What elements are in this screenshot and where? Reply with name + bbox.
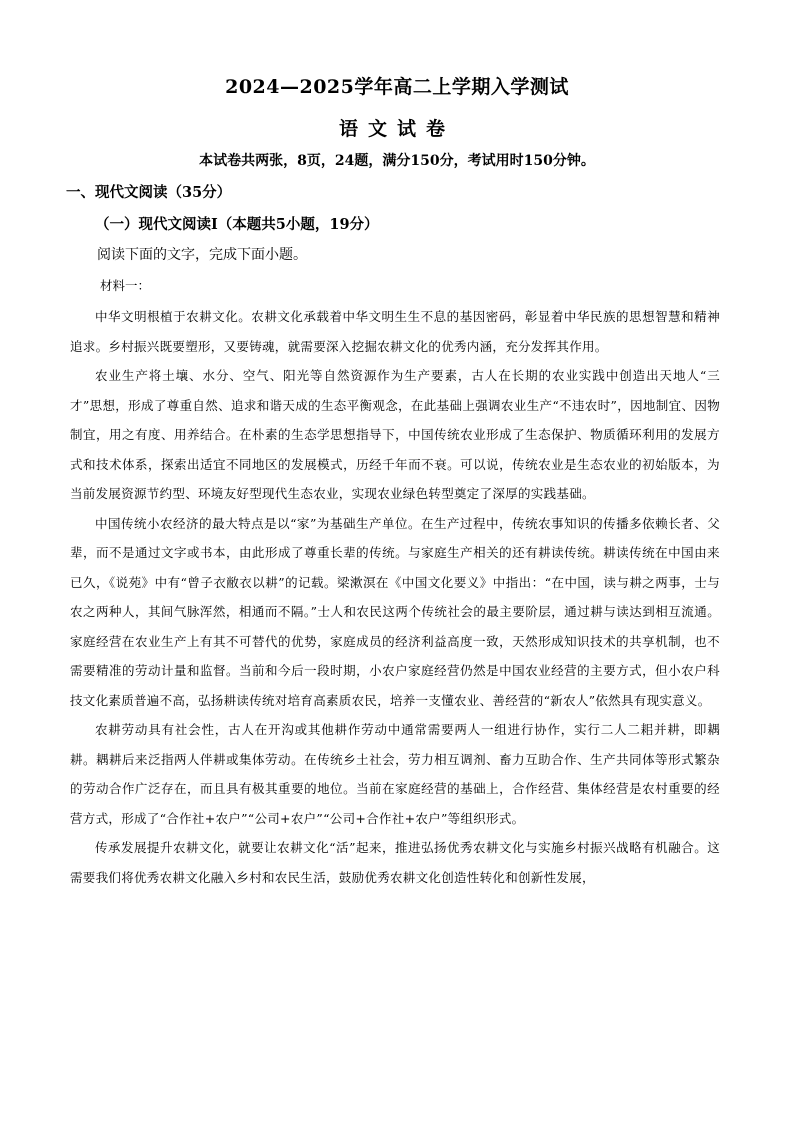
reading-instruction: 阅读下面的文字，完成下面小题。 bbox=[97, 247, 307, 263]
paragraph: 传承发展提升农耕文化，就要让农耕文化“活”起来，推进弘扬优秀农耕文化与实施乡村振兴战略有机融合。这需要我们将优秀农耕文化融入乡村和农民生活，鼓励优秀农耕文化创造性转化和创新性发展， bbox=[70, 840, 720, 885]
material-body bbox=[70, 302, 720, 892]
paragraph: 中华文明根植于农耕文化。农耕文化承载着中华文明生生不息的基因密码，彰显着中华民族的思想智慧和精神追求。乡村振兴既要塑形，又要铸魂，就需要深入挖掘农耕文化的优秀内涵，充分发挥其作用。 bbox=[70, 309, 720, 354]
paragraph: 中国传统小农经济的最大特点是以“家”为基础生产单位。在生产过程中，传统农事知识的传播多依赖长者、父辈，而不是通过文字或书本，由此形成了尊重长辈的传统。与家庭生产相关的还有耕读传统。耕读传统在中国由来已久，《说苑》中有“曾子衣敝衣以耕”的记载。梁漱溟在《中国文化要义》中指出：“在中国，读与耕之两事，士与农之两种人，其间气脉浑然，相通而不隔。”士人和农民这两个传统社会的最主要阶层，通过耕与读达到相互流通。家庭经营在农业生产上有其不可替代的优势，家庭成员的经济利益高度一致，天然形成知识技术的共享机制，也不需要精准的劳动计量和监督。当前和今后一段时期，小农户家庭经营仍然是中国农业经营的主要方式，但小农户科技文化素质普遍不高，弘扬耕读传统对培育高素质农民，培养一支懂农业、善经营的“新农人”依然具有现实意义。 bbox=[70, 515, 720, 708]
exam-subject: 语文试卷 bbox=[338, 118, 455, 140]
paragraph: 农耕劳动具有社会性，古人在开沟或其他耕作劳动中通常需要两人一组进行协作，实行二人二耜并耕，即耦耕。耦耕后来泛指两人伴耕或集体劳动。在传统乡土社会，劳力相互调剂、畜力互助合作、生产共同体等形式繁杂的劳动合作广泛存在，而且具有极其重要的地位。当前在家庭经营的基础上，合作经营、集体经营是农村重要的经营方式，形成了“合作社+农户”“公司+农户”“公司+合作社+农户”等组织形式。 bbox=[70, 722, 720, 826]
paragraph: 农业生产将土壤、水分、空气、阳光等自然资源作为生产要素，古人在长期的农业实践中创造出天地人“三才”思想，形成了尊重自然、追求和谐天成的生态平衡观念，在此基础上强调农业生产“不违农时”，因地制宜、因物制宜，用之有度、用养结合。在朴素的生态学思想指导下，中国传统农业形成了生态保护、物质循环利用的发展方式和技术体系，探索出适宜不同地区的发展模式，历经千年而不衰。可以说，传统农业是生态农业的初始版本，为当前发展资源节约型、环境友好型现代生态农业，实现农业绿色转型奠定了深厚的实践基础。 bbox=[70, 368, 720, 501]
exam-title: 2024—2025学年高二上学期入学测试 bbox=[225, 76, 569, 98]
exam-info: 本试卷共两张，8页，24题，满分150分，考试用时150分钟。 bbox=[199, 153, 595, 169]
section-heading: 一、现代文阅读（35分） bbox=[66, 184, 232, 201]
material-label: 材料一： bbox=[100, 278, 151, 293]
subsection-heading: （一）现代文阅读Ⅰ（本题共5小题，19分） bbox=[95, 216, 379, 233]
